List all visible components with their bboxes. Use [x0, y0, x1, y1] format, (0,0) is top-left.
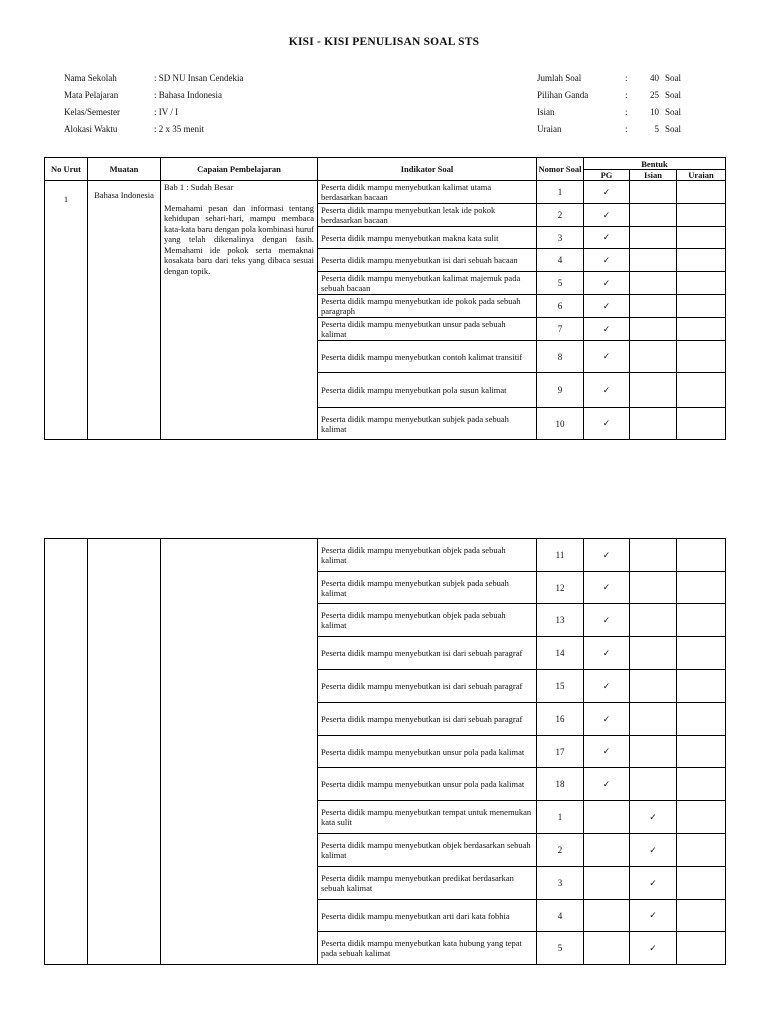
uraian-cell: [677, 834, 726, 867]
nomor-soal-cell: 2: [537, 834, 584, 867]
nomor-soal-cell: 5: [537, 272, 584, 295]
isian-cell: [630, 932, 677, 965]
uraian-cell: [677, 900, 726, 932]
uraian-cell: [677, 272, 726, 295]
indikator-cell: Peserta didik mampu menyebutkan kalimat majemuk pada sebuah bacaan: [318, 272, 537, 295]
indikator-cell: Peserta didik mampu menyebutkan unsur pada sebuah kalimat: [318, 318, 537, 341]
nomor-soal-cell: 1: [537, 801, 584, 834]
check-icon: ✓: [602, 614, 611, 625]
uraian-cell: [677, 736, 726, 768]
check-icon: ✓: [649, 942, 657, 953]
nomor-soal-cell: 8: [537, 341, 584, 373]
uraian-cell: [677, 703, 726, 736]
isian-cell: [630, 768, 677, 801]
nomor-soal-cell: 13: [537, 604, 584, 637]
pg-cell: [584, 295, 630, 318]
pg-cell: [584, 227, 630, 249]
pg-cell: [584, 408, 630, 440]
count-row-isian: [537, 104, 681, 121]
header-muatan: Muatan: [88, 158, 161, 181]
isian-cell: [630, 295, 677, 318]
pg-cell: [584, 637, 630, 670]
indikator-cell: Peserta didik mampu menyebutkan isi dari sebuah bacaan: [318, 249, 537, 272]
pg-cell: [584, 834, 630, 867]
indikator-cell: Peserta didik mampu menyebutkan objek pada sebuah kalimat: [318, 539, 537, 572]
kisi-table-part-2: [44, 538, 726, 965]
capaian-text: Memahami pesan dan informasi tentang kehidupan sehari-hari, mampu membaca kata-kata baru dengan pola kombinasi huruf yang telah dikenalinya dengan fasih. Memahami ide pokok serta memaknai kosakata baru dari teks yang dibaca sesuai dengan topik.: [164, 202, 314, 276]
info-row-school: [64, 70, 244, 87]
indikator-cell: Peserta didik mampu menyebutkan kalimat utama berdasarkan bacaan: [318, 181, 537, 204]
pg-cell: [584, 249, 630, 272]
check-icon: ✓: [649, 844, 657, 855]
pg-cell: [584, 341, 630, 373]
isian-cell: [630, 181, 677, 204]
nomor-soal-cell: 4: [537, 900, 584, 932]
indikator-cell: Peserta didik mampu menyebutkan objek berdasarkan sebuah kalimat: [318, 834, 537, 867]
count-number: 40: [650, 73, 659, 83]
isian-cell: [630, 341, 677, 373]
info-row-subject: [64, 87, 244, 104]
check-icon: ✓: [602, 323, 611, 334]
indikator-cell: Peserta didik mampu menyebutkan ide pokok pada sebuah paragraph: [318, 295, 537, 318]
count-colon: :: [625, 124, 628, 134]
count-number: 10: [650, 107, 659, 117]
nomor-soal-cell: 16: [537, 703, 584, 736]
indikator-cell: Peserta didik mampu menyebutkan pola susun kalimat: [318, 373, 537, 408]
info-value: : SD NU Insan Cendekia: [154, 73, 244, 83]
pg-cell: [584, 703, 630, 736]
count-unit: Soal: [665, 124, 682, 134]
uraian-cell: [677, 318, 726, 341]
nomor-soal-cell: 17: [537, 736, 584, 768]
check-icon: ✓: [649, 811, 657, 822]
check-icon: ✓: [602, 232, 611, 242]
count-row-total: [537, 70, 681, 87]
header-no-urut: No Urut: [45, 158, 88, 181]
pg-cell: [584, 604, 630, 637]
table-row: [45, 539, 726, 572]
nomor-soal-cell: 15: [537, 670, 584, 703]
count-row-uraian: [537, 121, 681, 138]
count-label: Pilihan Ganda: [537, 90, 589, 100]
uraian-cell: [677, 539, 726, 572]
nomor-soal-cell: 12: [537, 572, 584, 604]
header-pg: PG: [584, 170, 630, 181]
uraian-cell: [677, 181, 726, 204]
uraian-cell: [677, 249, 726, 272]
header-isian: Isian: [630, 170, 677, 181]
info-label: Nama Sekolah: [64, 73, 117, 83]
indikator-cell: Peserta didik mampu menyebutkan makna kata sulit: [318, 227, 537, 249]
isian-cell: [630, 272, 677, 295]
count-label: Isian: [537, 107, 555, 117]
pg-cell: [584, 272, 630, 295]
info-label: Alokasi Waktu: [64, 124, 118, 134]
check-icon: ✓: [602, 418, 611, 428]
info-label: Kelas/Semester: [64, 107, 120, 117]
nomor-soal-cell: 10: [537, 408, 584, 440]
nomor-soal-cell: 7: [537, 318, 584, 341]
table-row: [45, 181, 726, 204]
pg-cell: [584, 801, 630, 834]
nomor-soal-cell: 18: [537, 768, 584, 801]
indikator-cell: Peserta didik mampu menyebutkan isi dari sebuah paragraf: [318, 703, 537, 736]
nomor-soal-cell: 14: [537, 637, 584, 670]
isian-cell: [630, 900, 677, 932]
uraian-cell: [677, 373, 726, 408]
nomor-soal-cell: 9: [537, 373, 584, 408]
isian-cell: [630, 539, 677, 572]
capaian-cell: [161, 181, 318, 440]
isian-cell: [630, 227, 677, 249]
check-icon: ✓: [602, 778, 611, 789]
count-number: 5: [654, 124, 659, 134]
uraian-cell: [677, 341, 726, 373]
nomor-soal-cell: 3: [537, 867, 584, 900]
check-icon: ✓: [602, 300, 611, 311]
isian-cell: [630, 249, 677, 272]
header-indikator: Indikator Soal: [318, 158, 537, 181]
pg-cell: [584, 572, 630, 604]
indikator-cell: Peserta didik mampu menyebutkan kata hubung yang tepat pada sebuah kalimat: [318, 932, 537, 965]
uraian-cell: [677, 670, 726, 703]
nomor-soal-cell: 11: [537, 539, 584, 572]
count-colon: :: [625, 73, 628, 83]
check-icon: ✓: [602, 713, 611, 724]
document-title: KISI - KISI PENULISAN SOAL STS: [288, 36, 480, 48]
kisi-table-part-1: [44, 157, 726, 440]
count-label: Jumlah Soal: [537, 73, 582, 83]
question-count-info: [537, 70, 681, 138]
no-urut-cell: 1: [45, 181, 88, 440]
count-unit: Soal: [665, 73, 682, 83]
indikator-cell: Peserta didik mampu menyebutkan predikat berdasarkan sebuah kalimat: [318, 867, 537, 900]
school-info: [64, 70, 244, 138]
check-icon: ✓: [602, 186, 611, 197]
pg-cell: [584, 318, 630, 341]
count-row-pg: [537, 87, 681, 104]
header-capaian: Capaian Pembelajaran: [161, 158, 318, 181]
count-unit: Soal: [665, 90, 682, 100]
count-colon: :: [625, 90, 628, 100]
count-label: Uraian: [537, 124, 562, 134]
uraian-cell: [677, 204, 726, 227]
info-label: Mata Pelajaran: [64, 90, 119, 100]
isian-cell: [630, 604, 677, 637]
count-colon: :: [625, 107, 628, 117]
info-row-time: [64, 121, 244, 138]
indikator-cell: Peserta didik mampu menyebutkan isi dari sebuah paragraf: [318, 637, 537, 670]
nomor-soal-cell: 4: [537, 249, 584, 272]
uraian-cell: [677, 572, 726, 604]
nomor-soal-cell: 6: [537, 295, 584, 318]
nomor-soal-cell: 3: [537, 227, 584, 249]
pg-cell: [584, 900, 630, 932]
check-icon: ✓: [649, 877, 657, 888]
nomor-soal-cell: 5: [537, 932, 584, 965]
nomor-soal-cell: 2: [537, 204, 584, 227]
isian-cell: [630, 204, 677, 227]
isian-cell: [630, 408, 677, 440]
uraian-cell: [677, 604, 726, 637]
indikator-cell: Peserta didik mampu menyebutkan letak ide pokok berdasarkan bacaan: [318, 204, 537, 227]
header-nomor-soal: Nomor Soal: [537, 158, 584, 181]
info-value: : 2 x 35 menit: [154, 124, 204, 134]
check-icon: ✓: [602, 549, 611, 560]
muatan-cell: [88, 539, 161, 965]
check-icon: ✓: [602, 746, 611, 756]
uraian-cell: [677, 768, 726, 801]
isian-cell: [630, 318, 677, 341]
nomor-soal-cell: 1: [537, 181, 584, 204]
isian-cell: [630, 572, 677, 604]
pg-cell: [584, 539, 630, 572]
header-uraian: Uraian: [677, 170, 726, 181]
check-icon: ✓: [602, 277, 611, 288]
indikator-cell: Peserta didik mampu menyebutkan arti dari kata fobhia: [318, 900, 537, 932]
pg-cell: [584, 670, 630, 703]
check-icon: ✓: [602, 384, 611, 395]
check-icon: ✓: [602, 351, 611, 361]
info-value: : Bahasa Indonesia: [154, 90, 222, 100]
isian-cell: [630, 801, 677, 834]
count-unit: Soal: [665, 107, 682, 117]
isian-cell: [630, 670, 677, 703]
check-icon: ✓: [602, 209, 611, 220]
isian-cell: [630, 373, 677, 408]
check-icon: ✓: [602, 254, 611, 265]
header-row: [45, 158, 726, 170]
check-icon: ✓: [602, 647, 611, 658]
indikator-cell: Peserta didik mampu menyebutkan isi dari sebuah paragraf: [318, 670, 537, 703]
indikator-cell: Peserta didik mampu menyebutkan objek pada sebuah kalimat: [318, 604, 537, 637]
pg-cell: [584, 867, 630, 900]
check-icon: ✓: [602, 680, 611, 691]
indikator-cell: Peserta didik mampu menyebutkan tempat untuk menemukan kata sulit: [318, 801, 537, 834]
uraian-cell: [677, 637, 726, 670]
pg-cell: [584, 768, 630, 801]
header-bentuk: Bentuk: [584, 158, 726, 170]
uraian-cell: [677, 408, 726, 440]
uraian-cell: [677, 801, 726, 834]
check-icon: ✓: [649, 910, 657, 920]
check-icon: ✓: [602, 582, 611, 592]
indikator-cell: Peserta didik mampu menyebutkan contoh kalimat transitif: [318, 341, 537, 373]
count-number: 25: [650, 90, 659, 100]
pg-cell: [584, 736, 630, 768]
uraian-cell: [677, 867, 726, 900]
capaian-bab: Bab 1 : Sudah Besar: [164, 182, 234, 192]
no-urut-cell: [45, 539, 88, 965]
isian-cell: [630, 867, 677, 900]
muatan-cell: Bahasa Indonesia: [88, 181, 161, 440]
capaian-cell: [161, 539, 318, 965]
uraian-cell: [677, 227, 726, 249]
indikator-cell: Peserta didik mampu menyebutkan subjek pada sebuah kalimat: [318, 408, 537, 440]
info-value: : IV / I: [154, 107, 179, 117]
isian-cell: [630, 703, 677, 736]
indikator-cell: Peserta didik mampu menyebutkan unsur pola pada kalimat: [318, 768, 537, 801]
isian-cell: [630, 736, 677, 768]
pg-cell: [584, 181, 630, 204]
pg-cell: [584, 932, 630, 965]
isian-cell: [630, 637, 677, 670]
info-row-class: [64, 104, 244, 121]
pg-cell: [584, 204, 630, 227]
indikator-cell: Peserta didik mampu menyebutkan subjek pada sebuah kalimat: [318, 572, 537, 604]
pg-cell: [584, 373, 630, 408]
uraian-cell: [677, 295, 726, 318]
uraian-cell: [677, 932, 726, 965]
indikator-cell: Peserta didik mampu menyebutkan unsur pola pada kalimat: [318, 736, 537, 768]
isian-cell: [630, 834, 677, 867]
